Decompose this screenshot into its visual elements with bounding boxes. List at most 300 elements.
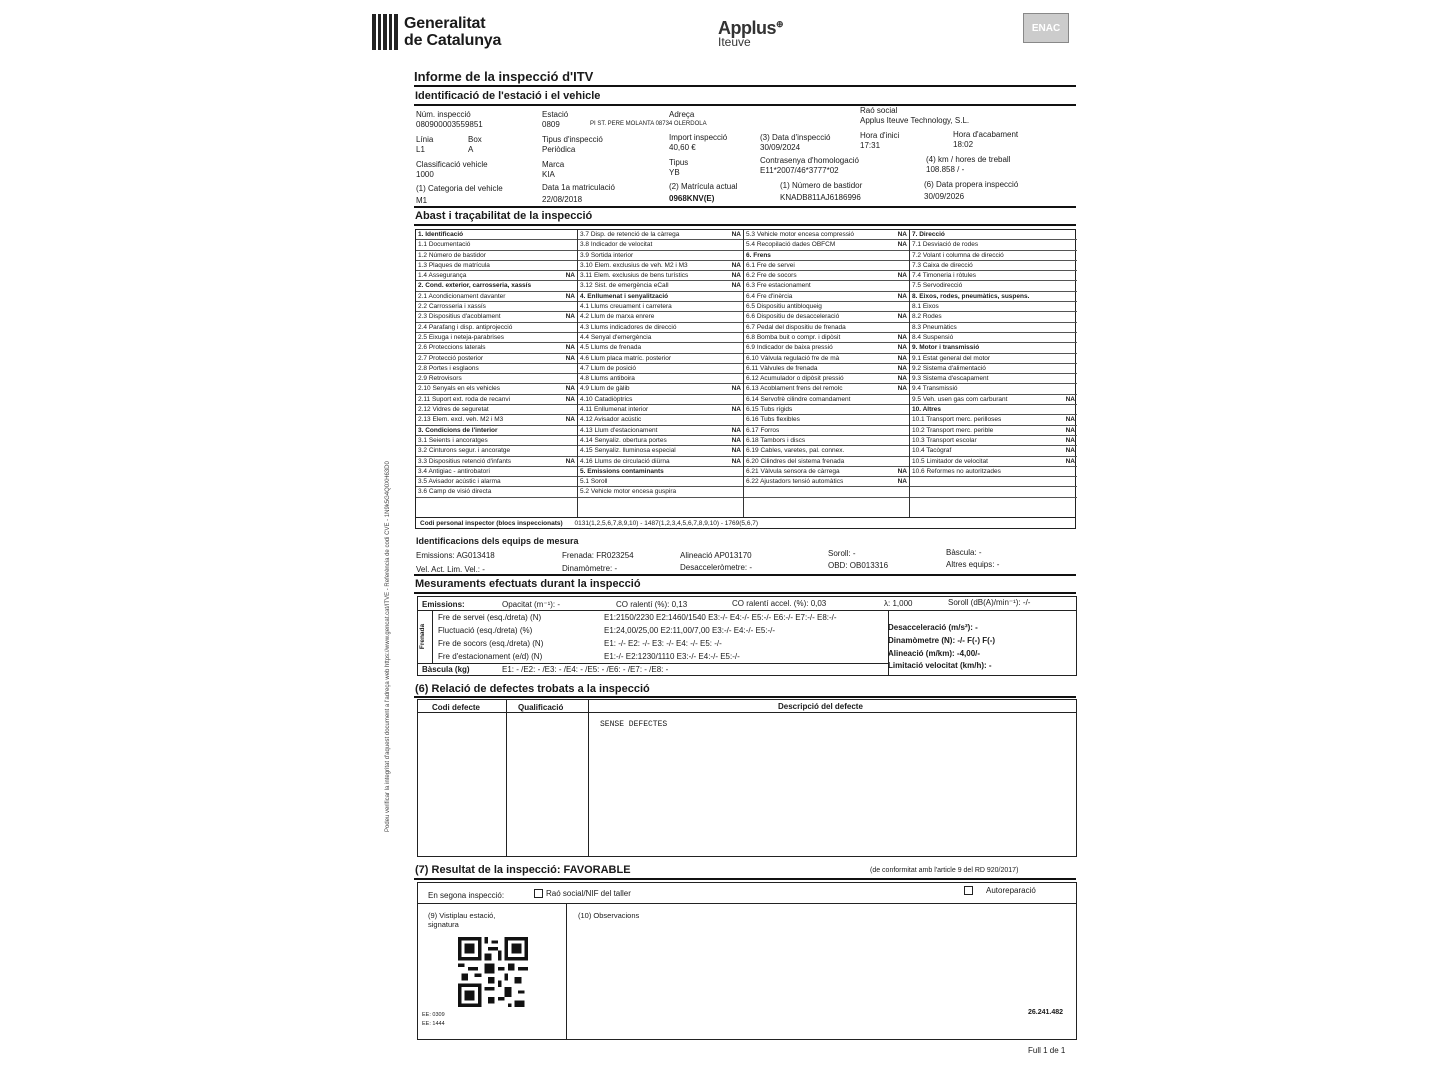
scope-item-na: NA — [897, 467, 907, 475]
scope-item-label: 4.3 Llums indicadores de direcció — [580, 323, 677, 331]
alineacio: Alineació (m/km): -4,00/- — [888, 649, 981, 658]
mesures-rule — [414, 592, 1076, 594]
scope-item-label: 10.5 Limitador de velocitat — [912, 457, 988, 465]
scope-item-label: 4.9 Llum de gàlib — [580, 385, 630, 393]
matric-data: 22/08/2018 — [542, 195, 583, 204]
resultat-rule — [414, 878, 1076, 880]
fre-socors-v: E1: -/- E2: -/- E3: -/- E4: -/- E5: -/- — [604, 639, 722, 648]
inspection-scope-table — [415, 229, 1076, 529]
scope-row — [578, 312, 743, 322]
scope-item-label: 8.3 Pneumàtics — [912, 323, 957, 331]
scope-item-label: 5. Emissions contaminants — [580, 467, 664, 475]
scope-col-1 — [416, 230, 578, 528]
scope-item-na: NA — [897, 364, 907, 372]
scope-row — [578, 374, 743, 384]
import: 40,60 € — [669, 143, 696, 152]
scope-item-label: 3.3 Dispositius retenció d'infants — [418, 457, 512, 465]
scope-item-label: 2.5 Eixuga i neteja-parabrises — [418, 333, 504, 341]
scope-item-na: NA — [565, 292, 575, 300]
limitacio: Limitació velocitat (km/h): - — [888, 661, 992, 670]
classif: 1000 — [416, 170, 434, 179]
equip-frenada: Frenada: FR023254 — [562, 551, 634, 560]
desc-header: Descripció del defecte — [778, 702, 863, 711]
scope-row — [910, 457, 1077, 467]
autoreparacio-checkbox[interactable] — [964, 886, 1036, 895]
codi-header: Codi defecte — [432, 703, 481, 712]
scope-row — [416, 415, 577, 425]
classif-label: Classificació vehicle — [416, 160, 488, 169]
scope-row — [744, 323, 909, 333]
propera: 30/09/2026 — [924, 192, 965, 201]
scope-item-label: 4.11 Enllumenat interior — [580, 406, 649, 414]
tipus-v-label: Tipus — [669, 158, 689, 167]
scope-item-label: 2.1 Acondicionament davanter — [418, 292, 506, 300]
scope-row — [744, 292, 909, 302]
scope-row — [744, 364, 909, 374]
scope-item-label: 1. Identificació — [418, 231, 464, 238]
equip-emissions: Emissions: AG013418 — [416, 551, 495, 560]
matric: 0968KNV(E) — [669, 194, 715, 203]
scope-row — [416, 292, 577, 302]
scope-row — [578, 261, 743, 271]
fluctuacio: Fluctuació (esq./dreta) (%) — [438, 626, 533, 635]
co-ralenti: CO ralentí (%): 0,13 — [616, 600, 688, 609]
sec1-rule — [414, 104, 1076, 106]
scope-item-na: NA — [897, 333, 907, 341]
scope-row — [416, 323, 577, 333]
scope-row — [744, 457, 909, 467]
scope-item-na: NA — [897, 241, 907, 249]
scope-item-label: 4.12 Avisador acústic — [580, 416, 642, 424]
scope-item-label: 1.4 Assegurança — [418, 272, 467, 280]
scope-row — [744, 354, 909, 364]
scope-item-label: 4. Enllumenat i senyalització — [580, 292, 669, 300]
scope-row — [744, 240, 909, 250]
scope-item-label: 3.2 Cinturons segur. i ancoratge — [418, 447, 511, 455]
scope-row — [416, 240, 577, 250]
scope-row — [578, 446, 743, 456]
scope-row — [744, 395, 909, 405]
soroll: Soroll (dB(A)/min⁻¹): -/- — [948, 598, 1031, 607]
scope-item-label: 6.14 Servofrè cilindre comandament — [746, 395, 851, 403]
scope-item-label: 6.17 Forros — [746, 426, 780, 434]
visti-label: (9) Vistiplau estació, signatura — [428, 911, 496, 929]
scope-item-na: NA — [565, 354, 575, 362]
scope-row — [744, 426, 909, 436]
scope-item-label: 6.2 Fre de socors — [746, 272, 797, 280]
scope-item-label: 4.16 Llums de circulació diürna — [580, 457, 670, 465]
rao-label: Raó social — [860, 106, 898, 115]
scope-item-label: 8. Eixos, rodes, pneumàtics, suspens. — [912, 292, 1030, 300]
scope-col-3 — [744, 230, 910, 528]
equip-velact: Vel. Act. Lim. Vel.: - — [416, 565, 485, 574]
scope-row — [744, 467, 909, 477]
scope-item-na: NA — [1065, 395, 1075, 403]
scope-item-na: NA — [897, 354, 907, 362]
scope-row — [416, 312, 577, 322]
scope-row — [744, 384, 909, 394]
scope-row — [578, 333, 743, 343]
scope-item-label: 3.6 Camp de visió directa — [418, 488, 492, 496]
scope-item-label: 4.10 Catadiòptrics — [580, 395, 633, 403]
scope-item-label: 9.4 Transmissió — [912, 385, 958, 393]
scope-row — [416, 333, 577, 343]
scope-item-na: NA — [565, 416, 575, 424]
resultat-legal: (de conformitat amb l'article 9 del RD 920/2017) — [870, 867, 1019, 874]
scope-item-label: 5.4 Recopilació dades OBFCM — [746, 241, 836, 249]
scope-row — [416, 374, 577, 384]
scope-item-label: 6.9 Indicador de baixa pressió — [746, 344, 833, 352]
scope-item-label: 2.9 Retrovisors — [418, 375, 462, 383]
scope-row — [416, 436, 577, 446]
scope-item-label: 1.2 Número de bastidor — [418, 251, 486, 259]
scope-row — [910, 384, 1077, 394]
sec2-rule — [414, 224, 1076, 226]
scope-row — [416, 446, 577, 456]
scope-item-label: 3.9 Sortida interior — [580, 251, 634, 259]
homol: E11*2007/46*3777*02 — [760, 166, 839, 175]
scope-row — [578, 240, 743, 250]
applus-name: Applus — [718, 18, 776, 38]
scope-row — [910, 405, 1077, 415]
scope-item-label: 3.7 Disp. de retenció de la càrrega — [580, 231, 680, 238]
scope-item-label: 7.4 Timoneria i ròtules — [912, 272, 976, 280]
estacio: 0809 — [542, 120, 560, 129]
bascula: Bàscula (kg) — [422, 665, 470, 674]
scope-item-label: 2. Cond. exterior, carrosseria, xassís — [418, 282, 532, 290]
import-label: Import inspecció — [669, 133, 728, 142]
scope-row — [578, 230, 743, 240]
equip-bascula: Bàscula: - — [946, 548, 982, 557]
equip-dinamometre: Dinamòmetre: - — [562, 564, 618, 573]
scope-item-na: NA — [565, 395, 575, 403]
scope-row — [910, 261, 1077, 271]
scope-item-label: 4.13 Llum d'estacionament — [580, 426, 658, 434]
scope-item-na: NA — [1065, 447, 1075, 455]
scope-item-na: NA — [1065, 436, 1075, 444]
scope-item-na: NA — [565, 385, 575, 393]
scope-item-na: NA — [565, 272, 575, 280]
observ-label: (10) Observacions — [578, 911, 640, 920]
fluctuacio-v: E1:24,00/25,00 E2:11,00/7,00 E3:-/- E4:-/- E5:-/- — [604, 626, 776, 635]
dinam: Dinamòmetre (N): -/- F(-) F(-) — [888, 636, 996, 645]
scope-item-label: 5.2 Vehicle motor encesa guspira — [580, 488, 677, 496]
scope-row — [744, 261, 909, 271]
bascula-v: E1: - /E2: - /E3: - /E4: - /E5: - /E6: - /E7: - /E8: - — [502, 665, 669, 674]
enac-logo: ENAC — [1023, 13, 1069, 43]
scope-item-label: 9.2 Sistema d'alimentació — [912, 364, 986, 372]
scope-row — [744, 374, 909, 384]
rao: Applus Iteuve Technology, S.L. — [860, 116, 970, 125]
scope-row — [416, 426, 577, 436]
scope-item-label: 7.5 Servodirecció — [912, 282, 963, 290]
scope-item-label: 6.10 Vàlvula regulació fre de mà — [746, 354, 840, 362]
scope-item-label: 1.1 Documentació — [418, 241, 471, 249]
scope-item-na: NA — [1065, 426, 1075, 434]
scope-item-label: 4.1 Llums creuament i carretera — [580, 303, 672, 311]
scope-item-label: 3. Condicions de l'interior — [418, 426, 498, 434]
scope-item-label: 10. Altres — [912, 406, 942, 414]
num-insp-label: Núm. inspecció — [416, 110, 471, 119]
scope-item-label: 6.7 Pedal del dispositiu de frenada — [746, 323, 846, 331]
scope-item-label: 6.12 Acumulador o dipòsit pressió — [746, 375, 844, 383]
scope-item-na: NA — [731, 447, 741, 455]
sense-defectes: SENSE DEFECTES — [600, 720, 668, 729]
scope-row — [744, 312, 909, 322]
scope-item-label: 4.4 Senyal d'emergència — [580, 333, 652, 341]
scope-item-label: 6.19 Cables, varetes, pal. connex. — [746, 447, 845, 455]
scope-item-label: 6.8 Bomba buit o compr. i dipòsit — [746, 333, 841, 341]
scope-row — [744, 405, 909, 415]
scope-item-label: 6.20 Cilindres del sistema frenada — [746, 457, 845, 465]
scope-item-label: 9.3 Sistema d'escapament — [912, 375, 989, 383]
scope-row — [578, 467, 743, 477]
scope-row — [578, 384, 743, 394]
scope-row — [578, 343, 743, 353]
segona-label: En segona inspecció: — [428, 891, 505, 900]
scope-item-label: 4.2 Llum de marxa enrere — [580, 313, 655, 321]
qr-code-icon — [458, 937, 528, 1007]
side-verification-text: Podeu verificar la integritat d'aquest document a l'adreça web https://www.gencat.cat/ITVE - Referència de codi CVE - 1N9k5G4Q0XH63D0 — [385, 461, 391, 832]
scope-row — [910, 374, 1077, 384]
box: A — [468, 145, 474, 154]
rao-taller-checkbox[interactable] — [534, 889, 631, 898]
defectes-rule — [414, 696, 1076, 698]
scope-item-na: NA — [731, 426, 741, 434]
scope-item-na: NA — [897, 292, 907, 300]
scope-row — [578, 323, 743, 333]
doc-number: 26.241.482 — [1028, 1009, 1064, 1016]
scope-item-label: 4.5 Llums de frenada — [580, 344, 642, 352]
equip-alineacio: Alineació AP013170 — [680, 551, 752, 560]
scope-item-label: 2.12 Vidres de seguretat — [418, 406, 489, 414]
scope-item-label: 9. Motor i transmissió — [912, 344, 980, 352]
lambda: λ: 1,000 — [884, 599, 913, 608]
scope-col-4 — [910, 230, 1077, 528]
scope-row — [416, 467, 577, 477]
scope-row — [910, 487, 1077, 497]
scope-item-label: 1.3 Plaques de matrícula — [418, 261, 490, 269]
co-accel: CO ralentí accel. (%): 0,03 — [732, 599, 827, 608]
opacitat: Opacitat (m⁻¹): - — [502, 600, 561, 609]
scope-item-label: 3.5 Avisador acústic i alarma — [418, 478, 501, 486]
scope-row — [416, 384, 577, 394]
scope-row — [910, 333, 1077, 343]
scope-row — [578, 251, 743, 261]
scope-row — [910, 467, 1077, 477]
scope-row — [416, 261, 577, 271]
scope-item-label: 8.1 Eixos — [912, 303, 939, 311]
scope-row — [910, 271, 1077, 281]
code1: EE: 0309 — [422, 1012, 445, 1018]
scope-row — [910, 446, 1077, 456]
matric-label: (2) Matrícula actual — [669, 182, 738, 191]
scope-row — [910, 292, 1077, 302]
equips-title: Identificacions dels equips de mesura — [416, 536, 579, 546]
sec1-bottom-rule — [414, 206, 1076, 208]
scope-item-label: 3.10 Elem. exclusius de veh. M2 i M3 — [580, 261, 688, 269]
scope-item-na: NA — [897, 375, 907, 383]
scope-row — [416, 343, 577, 353]
personal-inspector-row — [416, 517, 1075, 528]
scope-item-label: 6.5 Dispositiu antibloqueig — [746, 303, 822, 311]
page-number: Full 1 de 1 — [1028, 1046, 1066, 1055]
scope-item-na: NA — [731, 457, 741, 465]
scope-item-na: NA — [731, 261, 741, 269]
scope-row — [578, 415, 743, 425]
scope-row — [744, 446, 909, 456]
scope-item-na: NA — [1065, 457, 1075, 465]
scope-row — [744, 415, 909, 425]
data-insp: 30/09/2024 — [760, 143, 801, 152]
generalitat-emblem-icon — [372, 14, 398, 50]
document-page — [360, 0, 1090, 1080]
frenada-label: Frenada — [419, 623, 427, 650]
adreca: PI ST. PERE MOLANTA 08734 OLERDOLA — [590, 121, 707, 127]
scope-item-na: NA — [897, 385, 907, 393]
scope-item-label: 9.1 Estat general del motor — [912, 354, 991, 362]
scope-item-label: 6.15 Tubs rígids — [746, 406, 793, 414]
scope-row — [416, 405, 577, 415]
rao-taller-label: Raó social/NIF del taller — [546, 889, 631, 898]
scope-row — [744, 343, 909, 353]
scope-item-na: NA — [731, 272, 741, 280]
scope-row — [578, 436, 743, 446]
scope-row — [578, 302, 743, 312]
bastidor-label: (1) Número de bastidor — [780, 181, 863, 190]
scope-item-label: 3.8 Indicador de velocitat — [580, 241, 653, 249]
scope-row — [910, 312, 1077, 322]
scope-row — [578, 457, 743, 467]
homol-label: Contrasenya d'homologació — [760, 156, 859, 165]
propera-label: (6) Data propera inspecció — [924, 180, 1019, 189]
scope-item-label: 7.1 Desviació de rodes — [912, 241, 979, 249]
tipus-label: Tipus d'inspecció — [542, 135, 603, 144]
cat-label: (1) Categoria del vehicle — [416, 184, 503, 193]
scope-row — [578, 405, 743, 415]
scope-item-label: 2.8 Portes i esglaons — [418, 364, 479, 372]
autoreparacio-label: Autoreparació — [986, 886, 1036, 895]
scope-item-label: 2.10 Senyals en els vehicles — [418, 385, 501, 393]
marca-label: Marca — [542, 160, 565, 169]
scope-row — [910, 354, 1077, 364]
scope-item-label: 3.11 Elem. exclusius de bens turístics — [580, 272, 689, 280]
scope-item-na: NA — [897, 313, 907, 321]
scope-row — [416, 302, 577, 312]
marca: KIA — [542, 170, 555, 179]
scope-item-label: 4.7 Llum de posició — [580, 364, 637, 372]
scope-row — [416, 395, 577, 405]
scope-item-label: 6.22 Ajustadors tensió automàtics — [746, 478, 844, 486]
scope-item-label: 4.6 Llum placa matríc. posterior — [580, 354, 672, 362]
desacc: Desacceleració (m/s²): - — [888, 623, 978, 632]
gencat-line1: Generalitat — [404, 15, 486, 32]
scope-item-label: 3.12 Sist. de emergència eCall — [580, 282, 669, 290]
scope-row — [910, 364, 1077, 374]
scope-row — [416, 477, 577, 487]
scope-row — [578, 292, 743, 302]
scope-item-label: 4.14 Senyaliz. obertura portes — [580, 436, 667, 444]
scope-row — [744, 302, 909, 312]
scope-item-label: 6.4 Fre d'inèrcia — [746, 292, 793, 300]
fre-servei: Fre de servei (esq./dreta) (N) — [438, 613, 542, 622]
scope-row — [416, 364, 577, 374]
scope-row — [910, 251, 1077, 261]
num-insp: 080900003559851 — [416, 120, 483, 129]
scope-item-label: 2.13 Elem. excl. veh. M2 i M3 — [418, 416, 504, 424]
scope-row — [416, 487, 577, 497]
scope-row — [578, 354, 743, 364]
result-box — [417, 882, 1077, 1040]
scope-item-label: 6. Frens — [746, 251, 771, 259]
box-label: Box — [468, 135, 482, 144]
scope-item-na: NA — [731, 436, 741, 444]
scope-row — [744, 333, 909, 343]
fre-socors: Fre de socors (esq./dreta) (N) — [438, 639, 544, 648]
scope-row — [578, 477, 743, 487]
sec2-title: Abast i traçabilitat de la inspecció — [415, 210, 593, 222]
scope-item-label: 10.3 Transport escolar — [912, 436, 977, 444]
scope-item-label: 4.8 Llums antiboira — [580, 375, 635, 383]
scope-item-label: 10.6 Reformes no autoritzades — [912, 467, 1001, 475]
scope-row — [416, 354, 577, 364]
bastidor: KNADB811AJ6186996 — [780, 193, 861, 202]
linia: L1 — [416, 145, 425, 154]
scope-row — [578, 426, 743, 436]
scope-item-na: NA — [731, 231, 741, 238]
scope-row — [910, 230, 1077, 240]
scope-row — [744, 271, 909, 281]
scope-item-na: NA — [897, 231, 907, 238]
generalitat-logo — [372, 14, 501, 50]
scope-item-na: NA — [731, 406, 741, 414]
scope-item-label: 2.3 Dispositius d'acoblament — [418, 313, 501, 321]
personal-codes: 0131(1,2,5,6,7,8,9,10) - 1487(1,2,3,4,5,6,7,8,9,10) - 1769(5,6,7) — [574, 520, 759, 527]
km-label: (4) km / hores de treball — [926, 155, 1011, 164]
applus-logo: Applus⊕ Iteuve — [718, 18, 784, 49]
scope-row — [910, 240, 1077, 250]
equips-rule — [414, 574, 1076, 576]
scope-item-label: 8.4 Suspensió — [912, 333, 954, 341]
scope-row — [578, 487, 743, 497]
scope-row — [744, 281, 909, 291]
equip-altres: Altres equips: - — [946, 560, 1000, 569]
scope-item-label: 10.4 Tacògraf — [912, 447, 952, 455]
scope-item-label: 9.5 Veh. usen gas com carburant — [912, 395, 1008, 403]
scope-item-label: 4.15 Senyaliz. lluminosa especial — [580, 447, 676, 455]
scope-item-label: 6.16 Tubs flexibles — [746, 416, 800, 424]
scope-item-label: 3.4 Antigiac - antirobatori — [418, 467, 490, 475]
scope-row — [910, 395, 1077, 405]
title-rule — [414, 85, 1076, 87]
scope-item-na: NA — [565, 313, 575, 321]
matric-data-label: Data 1a matriculació — [542, 183, 615, 192]
scope-row — [578, 281, 743, 291]
defectes-title: (6) Relació de defectes trobats a la inspecció — [415, 683, 650, 695]
scope-row — [910, 436, 1077, 446]
scope-item-na: NA — [731, 385, 741, 393]
scope-item-label: 6.1 Fre de servei — [746, 261, 795, 269]
scope-item-na: NA — [897, 272, 907, 280]
estacio-label: Estació — [542, 110, 569, 119]
hora-ini: 17:31 — [860, 141, 881, 150]
scope-item-label: 3.1 Seients i ancoratges — [418, 436, 488, 444]
personal-label: Codi personal inspector (blocs inspeccionats) — [420, 520, 563, 527]
applus-sub: Iteuve — [718, 35, 751, 49]
scope-row — [744, 230, 909, 240]
scope-row — [910, 343, 1077, 353]
scope-row — [578, 395, 743, 405]
